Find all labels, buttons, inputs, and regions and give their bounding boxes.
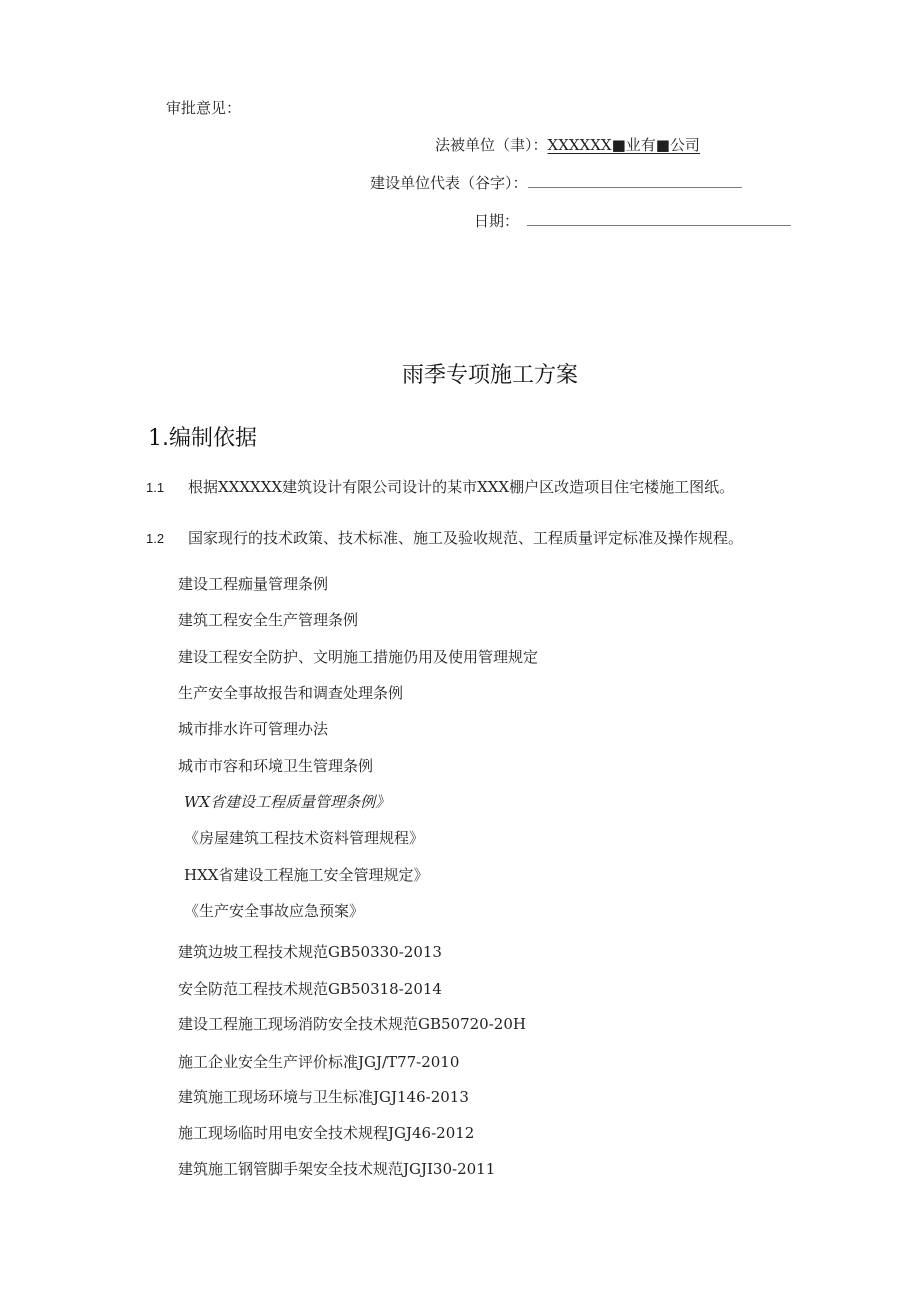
regulation-item: 施工现场临时用电安全技术规程JGJ46-2012 — [178, 1124, 475, 1142]
representative-signature-line — [528, 173, 742, 188]
regulation-item: 建设工程施工现场消防安全技术规范GB50720-20H — [178, 1015, 526, 1033]
representative-signature-row — [370, 172, 742, 193]
date-row — [474, 210, 791, 231]
regulation-item: 施工企业安全生产评价标准JGJ/T77-2010 — [178, 1053, 460, 1071]
item-number: 1.2 — [146, 531, 165, 546]
list-item — [146, 527, 743, 548]
date-line — [527, 211, 791, 226]
regulation-item: 建筑边坡工程技术规范GB50330-2013 — [178, 943, 442, 961]
regulation-item: HXX省建设工程施工安全管理规定》 — [184, 866, 429, 884]
date-label: 日期： — [474, 212, 520, 230]
list-item — [146, 476, 734, 497]
section-number: 1 — [148, 426, 162, 451]
regulation-item: 建设工程痂量管理条例 — [178, 575, 329, 593]
regulation-item: 城市市容和环境卫生管理条例 — [178, 757, 374, 775]
regulation-item: 建筑施工钢管脚手架安全技术规范JGJI30-2011 — [178, 1160, 496, 1178]
document-title: 雨季专项施工方案 — [401, 363, 578, 388]
regulation-item: 建筑工程安全生产管理条例 — [178, 611, 359, 629]
regulation-item: 建设工程安全防护、文明施工措施仍用及使用管理规定 — [178, 648, 539, 666]
section-heading — [148, 421, 257, 452]
unit-signature-label: 法被单位（聿）： — [435, 136, 548, 154]
unit-signature-value: XXXXXX■业有■公司 — [547, 136, 700, 154]
section-title: .编制依据 — [162, 426, 257, 451]
regulation-item: 《生产安全事故应急预案》 — [184, 902, 365, 920]
regulation-item: 生产安全事故报告和调查处理条例 — [178, 684, 404, 702]
representative-signature-label: 建设单位代表（谷字）： — [370, 174, 528, 192]
regulation-item: 安全防范工程技术规范GB50318-2014 — [178, 980, 442, 998]
regulation-item: WX省建设工程质量管理条例》 — [184, 793, 391, 811]
regulation-item: 《房屋建筑工程技术资料管理规程》 — [184, 829, 425, 847]
item-number: 1.1 — [146, 480, 165, 495]
unit-signature-row — [435, 134, 700, 155]
regulation-item: 城市排水许可管理办法 — [178, 720, 329, 738]
item-text: 国家现行的技术政策、技术标准、施工及验收规范、工程质量评定标准及操作规程。 — [188, 529, 744, 547]
item-text: 根据XXXXXX建筑设计有限公司设计的某市XXX棚户区改造项目住宅楼施工图纸。 — [188, 478, 735, 496]
approval-label: 审批意见： — [166, 99, 242, 117]
regulation-item: 建筑施工现场环境与卫生标准JGJ146-2013 — [178, 1088, 469, 1106]
